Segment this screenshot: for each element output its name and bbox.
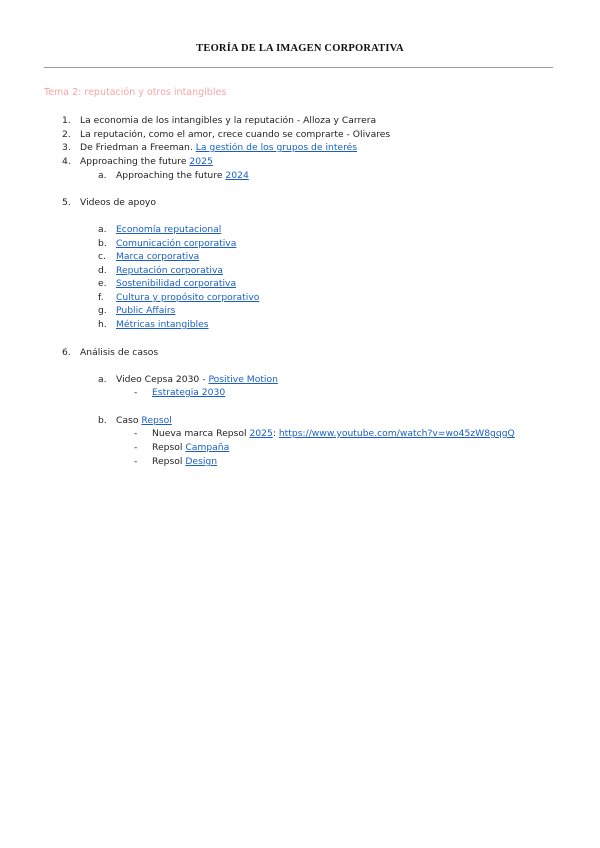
- list-item-text: Análisis de casos: [80, 347, 159, 358]
- list-item-text: Videos de apoyo: [80, 197, 156, 208]
- list-number: 1.: [62, 115, 71, 126]
- video-link-metricas[interactable]: Métricas intangibles: [116, 319, 209, 330]
- list-letter: f.: [98, 292, 104, 303]
- title-divider: [44, 67, 553, 68]
- list-dash: -: [134, 442, 138, 453]
- video-link-sostenibilidad[interactable]: Sostenibilidad corporativa: [116, 278, 237, 289]
- list-item-text: La reputación, como el amor, crece cuando se comprarte - Olivares: [80, 129, 391, 140]
- list-item-text: La economia de los intangibles y la reputación - Alloza y Carrera: [80, 115, 377, 126]
- list-number: 6.: [62, 347, 71, 358]
- video-link-reputacion[interactable]: Reputación corporativa: [116, 265, 224, 276]
- list-item-text: Repsol: [152, 456, 186, 467]
- list-item: [80, 156, 213, 167]
- list-letter: b.: [98, 238, 107, 249]
- list-item: [80, 142, 357, 153]
- list-dash: -: [134, 387, 138, 398]
- list-dash: -: [134, 428, 138, 439]
- link-repsol-campana[interactable]: Campaña: [185, 442, 230, 453]
- list-letter: b.: [98, 415, 107, 426]
- link-2025[interactable]: 2025: [189, 156, 213, 167]
- list-letter: h.: [98, 319, 107, 330]
- list-item: [152, 428, 515, 439]
- list-number: 4.: [62, 156, 71, 167]
- list-letter: a.: [98, 224, 107, 235]
- list-item-text: Video Cepsa 2030 -: [116, 374, 209, 385]
- list-item-text: Caso: [116, 415, 142, 426]
- list-letter: g.: [98, 305, 107, 316]
- list-letter: a.: [98, 170, 107, 181]
- video-link-public-affairs[interactable]: Public Affairs: [116, 305, 176, 316]
- list-number: 3.: [62, 142, 71, 153]
- link-2024[interactable]: 2024: [225, 170, 249, 181]
- list-number: 5.: [62, 197, 71, 208]
- list-item: [116, 374, 278, 385]
- list-item: [116, 170, 249, 181]
- list-item-text: Approaching the future: [80, 156, 190, 167]
- separator-text: :: [272, 428, 279, 439]
- list-letter: c.: [98, 251, 106, 262]
- link-repsol-2025[interactable]: 2025: [249, 428, 273, 439]
- list-item: [152, 442, 229, 453]
- link-estrategia-2030[interactable]: Estrategia 2030: [152, 387, 226, 398]
- video-link-cultura[interactable]: Cultura y propósito corporativo: [116, 292, 260, 303]
- list-item-text: De Friedman a Freeman.: [80, 142, 196, 153]
- list-item: [116, 415, 172, 426]
- list-letter: a.: [98, 374, 107, 385]
- list-number: 2.: [62, 129, 71, 140]
- link-youtube-url[interactable]: https://www.youtube.com/watch?v=wo45zW8gqgQ: [278, 428, 515, 439]
- list-dash: -: [134, 456, 138, 467]
- section-title: Tema 2: reputación y otros intangibles: [44, 87, 227, 98]
- video-link-comunicacion[interactable]: Comunicación corporativa: [116, 238, 237, 249]
- document-title: TEORÍA DE LA IMAGEN CORPORATIVA: [196, 43, 404, 54]
- list-letter: e.: [98, 278, 107, 289]
- link-grupos-interes[interactable]: La gestión de los grupos de interés: [195, 142, 358, 153]
- list-item: [152, 456, 217, 467]
- list-item-text: Approaching the future: [116, 170, 226, 181]
- list-letter: d.: [98, 265, 107, 276]
- link-repsol[interactable]: Repsol: [141, 415, 172, 426]
- list-item-text: Repsol: [152, 442, 186, 453]
- list-item-text: Nueva marca Repsol: [152, 428, 250, 439]
- video-link-economia[interactable]: Economía reputacional: [116, 224, 222, 235]
- video-link-marca[interactable]: Marca corporativa: [116, 251, 200, 262]
- link-positive-motion[interactable]: Positive Motion: [208, 374, 278, 385]
- link-repsol-design[interactable]: Design: [185, 456, 218, 467]
